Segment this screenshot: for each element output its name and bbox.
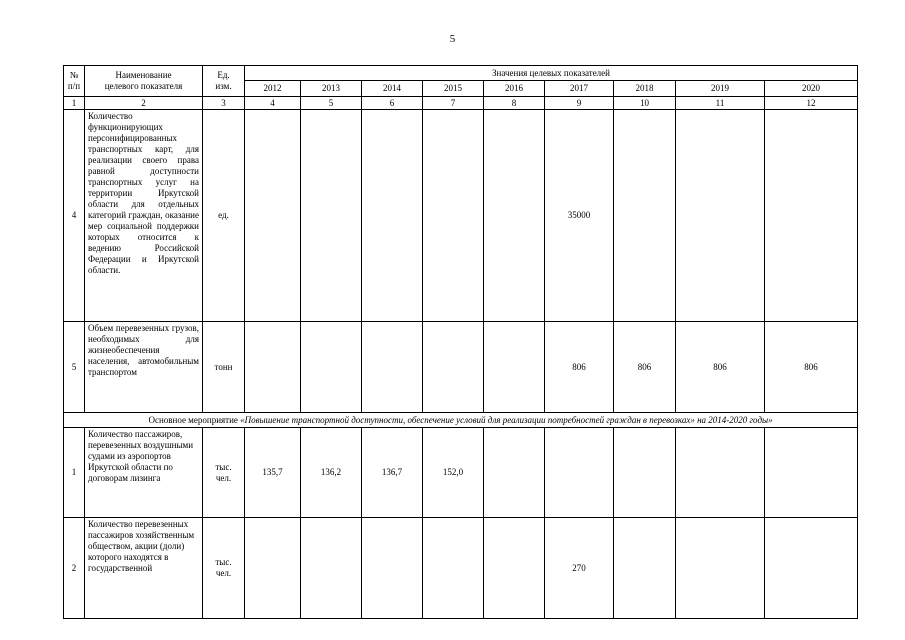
column-number: 8 — [484, 97, 545, 110]
unit-cell: тонн — [203, 322, 245, 413]
value-cell: 136,2 — [301, 428, 362, 518]
row-number: 1 — [64, 428, 85, 518]
value-cell — [676, 110, 765, 322]
section-title — [64, 413, 858, 428]
header-row — [64, 66, 858, 81]
header-name: Наименование целевого показателя — [85, 66, 203, 97]
value-cell — [245, 518, 301, 619]
value-cell: 806 — [545, 322, 614, 413]
value-cell — [423, 518, 484, 619]
value-cell: 136,7 — [362, 428, 423, 518]
table-row — [64, 110, 858, 322]
header-num: № п/п — [64, 66, 85, 97]
section-row — [64, 413, 858, 428]
header-unit: Ед. изм. — [203, 66, 245, 97]
table-row — [64, 322, 858, 413]
value-cell: 806 — [765, 322, 858, 413]
year-cell: 2014 — [362, 81, 423, 97]
table-row — [64, 518, 858, 619]
value-cell: 152,0 — [423, 428, 484, 518]
year-cell: 2016 — [484, 81, 545, 97]
value-cell — [301, 518, 362, 619]
column-number: 6 — [362, 97, 423, 110]
value-cell — [614, 518, 676, 619]
value-cell — [484, 110, 545, 322]
year-cell: 2017 — [545, 81, 614, 97]
value-cell — [245, 110, 301, 322]
indicator-name: Количество пассажиров, перевезенных воздушными судами из аэропортов Иркутской области по договорам лизинга — [85, 428, 203, 518]
value-cell — [765, 518, 858, 619]
unit-cell: ед. — [203, 110, 245, 322]
value-cell — [362, 518, 423, 619]
value-cell: 270 — [545, 518, 614, 619]
section-prefix: Основное мероприятие — [148, 414, 241, 425]
value-cell — [614, 110, 676, 322]
indicator-name: Количество функционирующих персонифицированных транспортных карт, для реализации своего права равной доступности транспортных услуг на территории Иркутской области для отдельных категорий граждан, оказание мер социальной поддержки которых относится к ведению Российской Федерации и Иркутской области. — [85, 110, 203, 322]
value-cell — [676, 518, 765, 619]
page-number: 5 — [449, 33, 456, 45]
year-cell: 2018 — [614, 81, 676, 97]
value-cell — [423, 322, 484, 413]
column-number: 9 — [545, 97, 614, 110]
value-cell — [484, 518, 545, 619]
row-number: 4 — [64, 110, 85, 322]
year-cell: 2019 — [676, 81, 765, 97]
year-cell: 2013 — [301, 81, 362, 97]
value-cell — [614, 428, 676, 518]
column-number-row — [64, 97, 858, 110]
value-cell — [765, 110, 858, 322]
header-values: Значения целевых показателей — [245, 66, 858, 81]
table-row — [64, 428, 858, 518]
column-number: 7 — [423, 97, 484, 110]
value-cell — [423, 110, 484, 322]
value-cell — [362, 322, 423, 413]
value-cell: 35000 — [545, 110, 614, 322]
row-number: 2 — [64, 518, 85, 619]
unit-cell: тыс. чел. — [203, 428, 245, 518]
column-number: 2 — [85, 97, 203, 110]
row-number: 5 — [64, 322, 85, 413]
indicator-name: Объем перевезенных грузов, необходимых для жизнеобеспечения населения, автомобильным транспортом — [85, 322, 203, 413]
year-cell: 2012 — [245, 81, 301, 97]
year-cell: 2015 — [423, 81, 484, 97]
column-number: 11 — [676, 97, 765, 110]
value-cell — [484, 322, 545, 413]
column-number: 3 — [203, 97, 245, 110]
value-cell — [765, 428, 858, 518]
value-cell — [301, 110, 362, 322]
indicator-name: Количество перевезенных пассажиров хозяйственным обществом, акции (доли) которого находятся в государственной — [85, 518, 203, 619]
value-cell: 806 — [676, 322, 765, 413]
unit-cell: тыс. чел. — [203, 518, 245, 619]
value-cell — [484, 428, 545, 518]
value-cell: 806 — [614, 322, 676, 413]
target-indicators-table — [63, 65, 858, 619]
year-cell: 2020 — [765, 81, 858, 97]
section-name: «Повышение транспортной доступности, обеспечение условий для реализации потребностей граждан в перевозках» на 2014-2020 годы» — [240, 414, 773, 425]
value-cell — [301, 322, 362, 413]
value-cell — [676, 428, 765, 518]
value-cell — [362, 110, 423, 322]
value-cell — [545, 428, 614, 518]
value-cell — [245, 322, 301, 413]
value-cell: 135,7 — [245, 428, 301, 518]
column-number: 5 — [301, 97, 362, 110]
column-number: 1 — [64, 97, 85, 110]
column-number: 10 — [614, 97, 676, 110]
column-number: 12 — [765, 97, 858, 110]
column-number: 4 — [245, 97, 301, 110]
